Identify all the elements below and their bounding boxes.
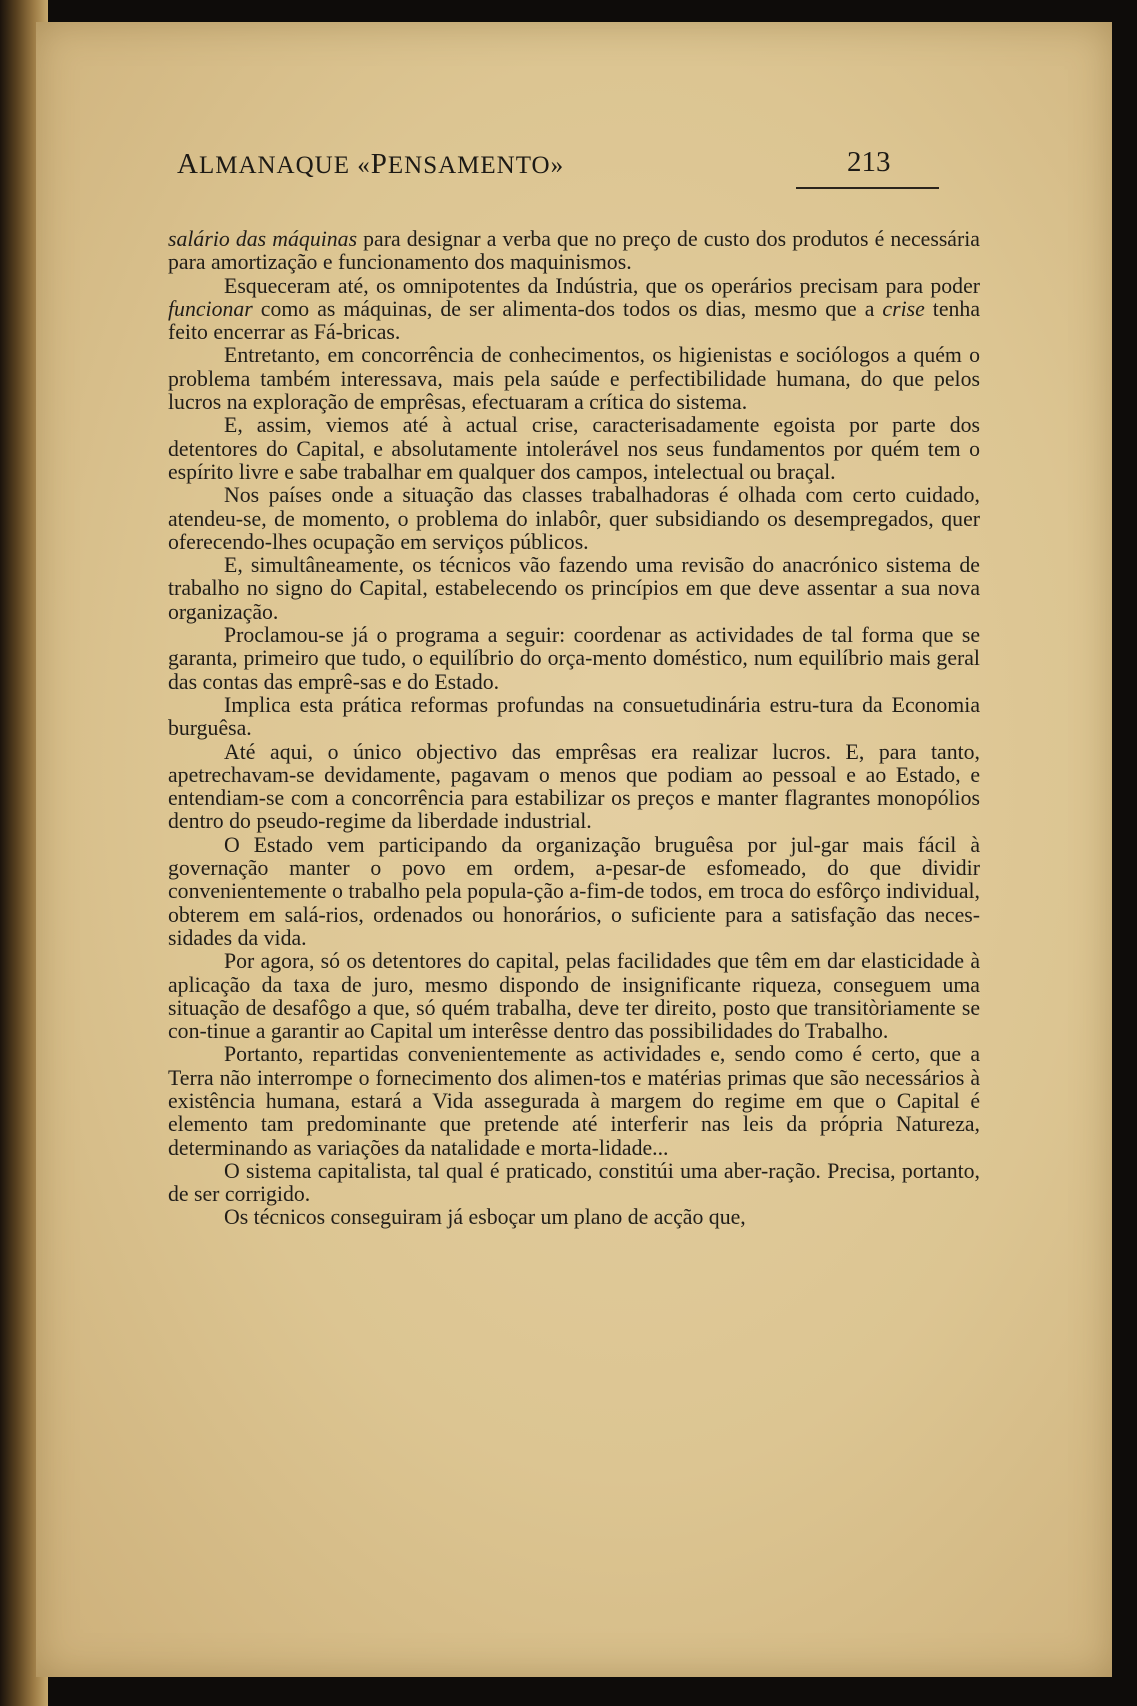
page-number: 213: [847, 146, 891, 178]
running-title: [177, 148, 564, 181]
paragraph: salário das máquinas para designar a verba que no preço de custo dos produtos é necessária para amortização e funcionamento dos maquinismos.: [168, 227, 980, 275]
paragraph: E, assim, viemos até à actual crise, caracterisadamente egoista por parte dos detentores do Capital, e absolutamente intolerável nos seus fundamentos por quém tem o espírito livre e sabe trabalhar em qualquer dos campos, intelectual ou braçal.: [168, 413, 980, 484]
header-rule: [796, 187, 939, 189]
italic-term: crise: [882, 296, 925, 321]
paragraph: Esqueceram até, os omnipotentes da Indústria, que os operários precisam para poder funcionar como as máquinas, de ser alimenta-dos todos os dias, mesmo que a crise tenha feito encerrar as Fá-bricas.: [168, 273, 980, 345]
paragraph: Nos países onde a situação das classes trabalhadoras é olhada com certo cuidado, atendeu-se, de momento, o problema do inlabôr, quer subsidiando os desempregados, quer oferecendo-lhes ocupação em serviços públicos.: [168, 483, 980, 554]
running-title-word-a: LMANAQUE «: [198, 152, 371, 179]
running-title-initial-b: P: [370, 148, 388, 180]
italic-term: salário das máquinas: [168, 227, 358, 251]
paragraph: Portanto, repartidas convenientemente as actividades e, sendo como é certo, que a Terra não interrompe o fornecimento dos alimen-tos e matérias primas que são necessários à existência humana, estará a Vida assegurada à margem do regime em que o Capital é elemento tam predominante que pretende até interferir nas leis da própria Natureza, determinando as variações da natalidade e morta-lidade...: [168, 1042, 980, 1160]
running-title-word-b: ENSAMENTO»: [387, 152, 565, 179]
paragraph: Os técnicos conseguiram já esboçar um plano de acção que,: [224, 1205, 746, 1230]
book-page: [36, 22, 1112, 1677]
paragraph: O Estado vem participando da organização bruguêsa por jul-gar mais fácil à governação manter o povo em ordem, a-pesar-de esfomeado, do que dividir convenientemente o trabalho pela popula-ção a-fim-de todos, em troca do esfôrço individual, obterem em salá-rios, ordenados ou honorários, o suficiente para a satisfação das neces-sidades da vida.: [168, 832, 980, 950]
paragraph: O sistema capitalista, tal qual é praticado, constitúi uma aber-ração. Precisa, portanto, de ser corrigido.: [168, 1158, 980, 1207]
running-title-initial-a: A: [177, 148, 199, 180]
body-text: [168, 228, 980, 1230]
paragraph: Por agora, só os detentores do capital, pelas facilidades que têm em dar elasticidade à aplicação da taxa de juro, mesmo dispondo de insignificante riqueza, conseguem uma situação de desafôgo a que, só quém trabalha, deve ter direito, posto que transitòriamente se con-tinue a garantir ao Capital um interêsse dentro das possibilidades do Trabalho.: [168, 949, 980, 1044]
italic-term: funcionar: [168, 296, 253, 321]
paragraph: Implica esta prática reformas profundas na consuetudinária estru-tura da Economia burguêsa.: [168, 692, 980, 741]
paragraph: E, simultâneamente, os técnicos vão fazendo uma revisão do anacrónico sistema de trabalho no signo do Capital, estabelecendo os princípios em que deve assentar a sua nova organização.: [168, 553, 980, 624]
paragraph: Proclamou-se já o programa a seguir: coordenar as actividades de tal forma que se garanta, primeiro que tudo, o equilíbrio do orça-mento doméstico, num equilíbrio mais geral das contas das emprê-sas e do Estado.: [168, 623, 980, 694]
paragraph: Entretanto, em concorrência de conhecimentos, os higienistas e sociólogos a quém o problema também interessava, mais pela saúde e perfectibilidade humana, do que pelos lucros na exploração de emprêsas, efectuaram a crítica do sistema.: [168, 343, 980, 415]
paragraph: Até aqui, o único objectivo das emprêsas era realizar lucros. E, para tanto, apetrechavam-se devidamente, pagavam o menos que podiam ao pessoal e ao Estado, e entendiam-se com a concorrência para estabilizar os preços e manter flagrantes monopólios dentro do pseudo-regime da liberdade industrial.: [168, 739, 980, 834]
